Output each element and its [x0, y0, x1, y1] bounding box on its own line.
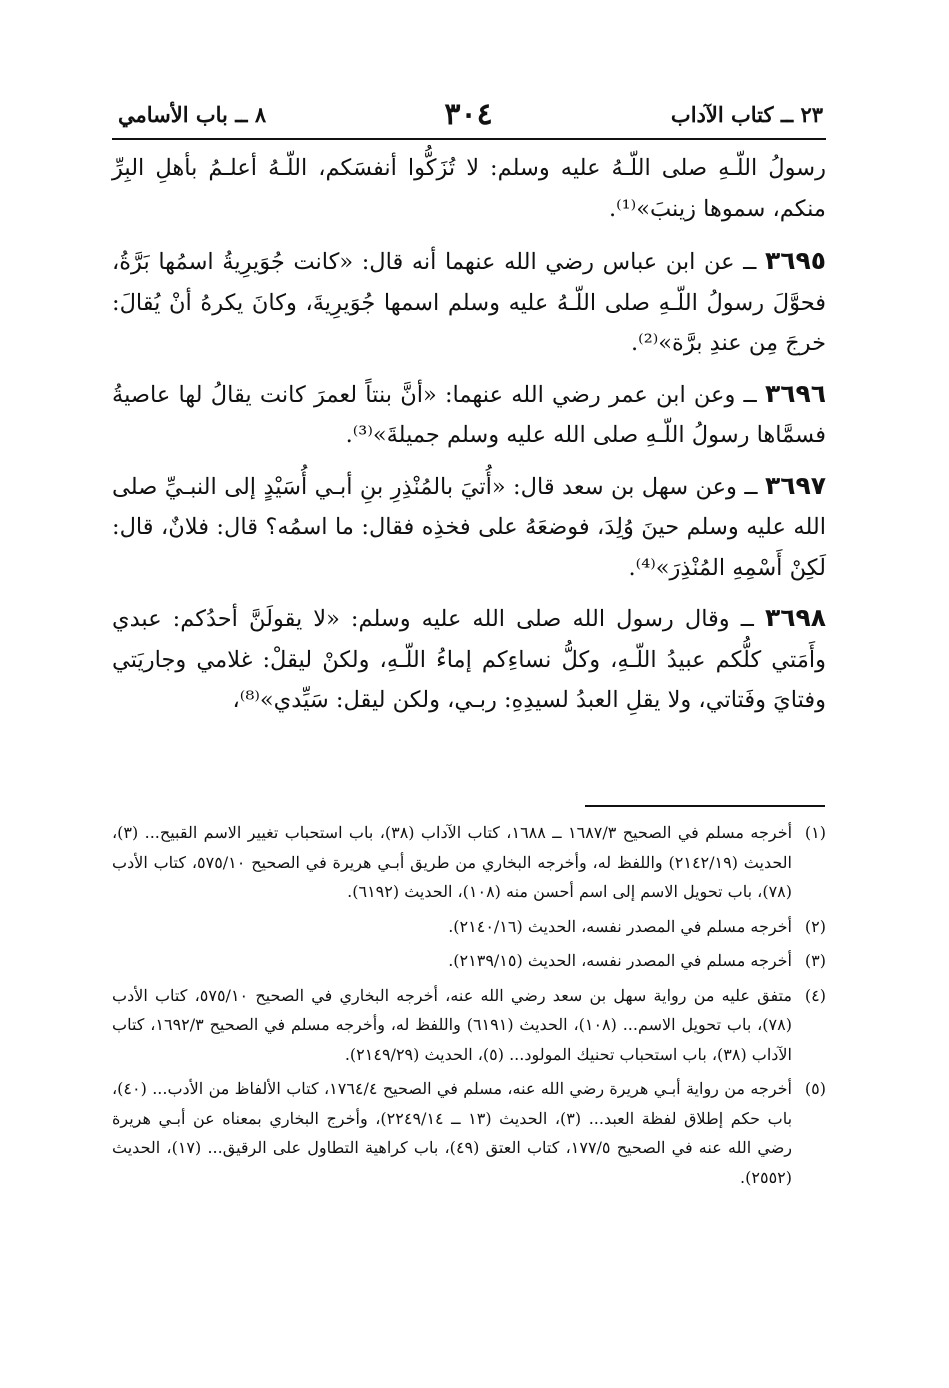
footnote-1	[112, 818, 826, 907]
page-number: ٣٠٤	[444, 96, 493, 132]
footnotes	[112, 818, 826, 1197]
footnote-text: أخرجه من رواية أبـي هريرة رضي الله عنه، مسلم في الصحيح ١٧٦٤/٤، كتاب الألفاظ من الأدب... (٤٠)، باب حكم إطلاق لفظة العبد... (٣)، الحديث (١٣ ــ ٢٢٤٩/١٤)، وأخرج البخاري بمعناه عن أبـي هريرة رضي الله عنه في الصحيح ١٧٧/٥، كتاب العتق (٤٩)، باب كراهية التطاول على الرقيق... (١٧)، الحديث (٢٥٥٢).	[112, 1079, 793, 1187]
paragraph-text: ــ عن ابن عباس رضي الله عنهما أنه قال: «كانت جُوَيرِيةُ اسمُها بَرَّةُ، فحوَّلَ رسولُ اللّـهِ صلى اللّـهُ عليه وسلم اسمها جُوَيرِيةَ، وكانَ يكرهُ أنْ يُقالَ: خرجَ مِن عندِ برَّة»⁽²⁾.	[112, 249, 826, 356]
footnote-text: متفق عليه من رواية سهل بن سعد رضي الله عنه، أخرجه البخاري في الصحيح ٥٧٥/١٠، كتاب الأدب (٧٨)، باب تحويل الاسم... (١٠٨)، الحديث (٦١٩١) واللفظ له، وأخرجه مسلم في الصحيح ١٦٩٢/٣، كتاب الآداب (٣٨)، باب استحباب تحنيك المولود... (٥)، الحديث (٢١٤٩/٢٩).	[112, 985, 792, 1064]
hadith-number: ٣٦٩٦	[764, 378, 826, 408]
footnote-text: أخرجه مسلم في المصدر نفسه، الحديث (٢١٣٩/١٥).	[448, 951, 792, 970]
footnote-mark: (١)	[804, 823, 826, 842]
hadith-number: ٣٦٩٧	[764, 470, 827, 500]
footnote-text: أخرجه مسلم في الصحيح ١٦٨٧/٣ ــ ١٦٨٨، كتاب الآداب (٣٨)، باب استحباب تغيير الاسم القبيح... (٣)، الحديث (٢١٤٢/١٩) واللفظ له، وأخرجه البخاري من طريق أبـي هريرة في الصحيح ٥٧٥/١٠، كتاب الأدب (٧٨)، باب تحويل الاسم إلى اسم أحسن منه (١٠٨)، الحديث (٦١٩٢).	[112, 823, 793, 901]
hadith-number: ٣٦٩٥	[764, 246, 826, 275]
paragraph-continuation	[112, 148, 826, 229]
hadith-number: ٣٦٩٨	[764, 603, 826, 632]
footnote-5	[112, 1074, 826, 1192]
main-text	[112, 148, 826, 731]
hadith-3697	[112, 466, 826, 589]
footnote-text: أخرجه مسلم في المصدر نفسه، الحديث (٢١٤٠/١٦).	[448, 916, 792, 936]
header-rule	[112, 138, 826, 140]
footnote-mark: (٥)	[804, 1079, 826, 1098]
paragraph-text: ــ وعن سهل بن سعد قال: «أُتيَ بالمُنْذِرِ بنِ أبـي أُسَيْدٍ إلى النبـيِّ صلى الله عليه وسلم حينَ وُلِدَ، فوضعَهُ على فخذِه فقال: ما اسمُه؟ قال: فلانٌ، قال: لَكِنْ أَسْمِهِ المُنْذِرَ»⁽⁴⁾.	[112, 473, 826, 581]
header-section: ٨ ــ باب الأسامي	[118, 101, 267, 127]
footnote-mark: (٢)	[804, 916, 826, 936]
hadith-3696	[112, 374, 826, 456]
hadith-3695	[112, 241, 826, 364]
paragraph-text: رسولُ اللّـهِ صلى اللّـهُ عليه وسلم: لا تُزَكُّوا أنفسَكم، اللّـهُ أعلـمُ بأهلِ البِرِّ منكم، سموها زينبَ»⁽¹⁾.	[112, 155, 826, 222]
footnote-rule	[585, 805, 825, 807]
footnote-mark: (٤)	[804, 985, 826, 1005]
paragraph-text: ــ وعن ابن عمر رضي الله عنهما: «أنَّ بنتاً لعمرَ كانت يقالُ لها عاصيةُ فسمَّاها رسولُ اللّـهِ صلى الله عليه وسلم جميلةَ»⁽³⁾.	[112, 381, 826, 448]
footnote-2	[112, 912, 826, 942]
footnote-mark: (٣)	[804, 951, 826, 970]
header-chapter: ٢٣ ــ كتاب الآداب	[670, 101, 823, 127]
page-header	[118, 92, 823, 136]
footnote-3	[112, 946, 826, 976]
footnote-4	[112, 981, 826, 1070]
paragraph-text: ــ وقال رسول الله صلى الله عليه وسلم: «لا يقولَنَّ أحدُكم: عبدي وأَمَتي كلُّكم عبيدُ اللّـهِ، وكلُّ نساءِكم إماءُ اللّـهِ، ولكنْ ليقلْ: غلامي وجاريَتي وفتايَ وفَتاتي، ولا يقلِ العبدُ لسيدِهِ: ربـي، ولكن ليقل: سَيِّدي»⁽⁸⁾،	[112, 606, 826, 713]
hadith-3698	[112, 598, 826, 721]
